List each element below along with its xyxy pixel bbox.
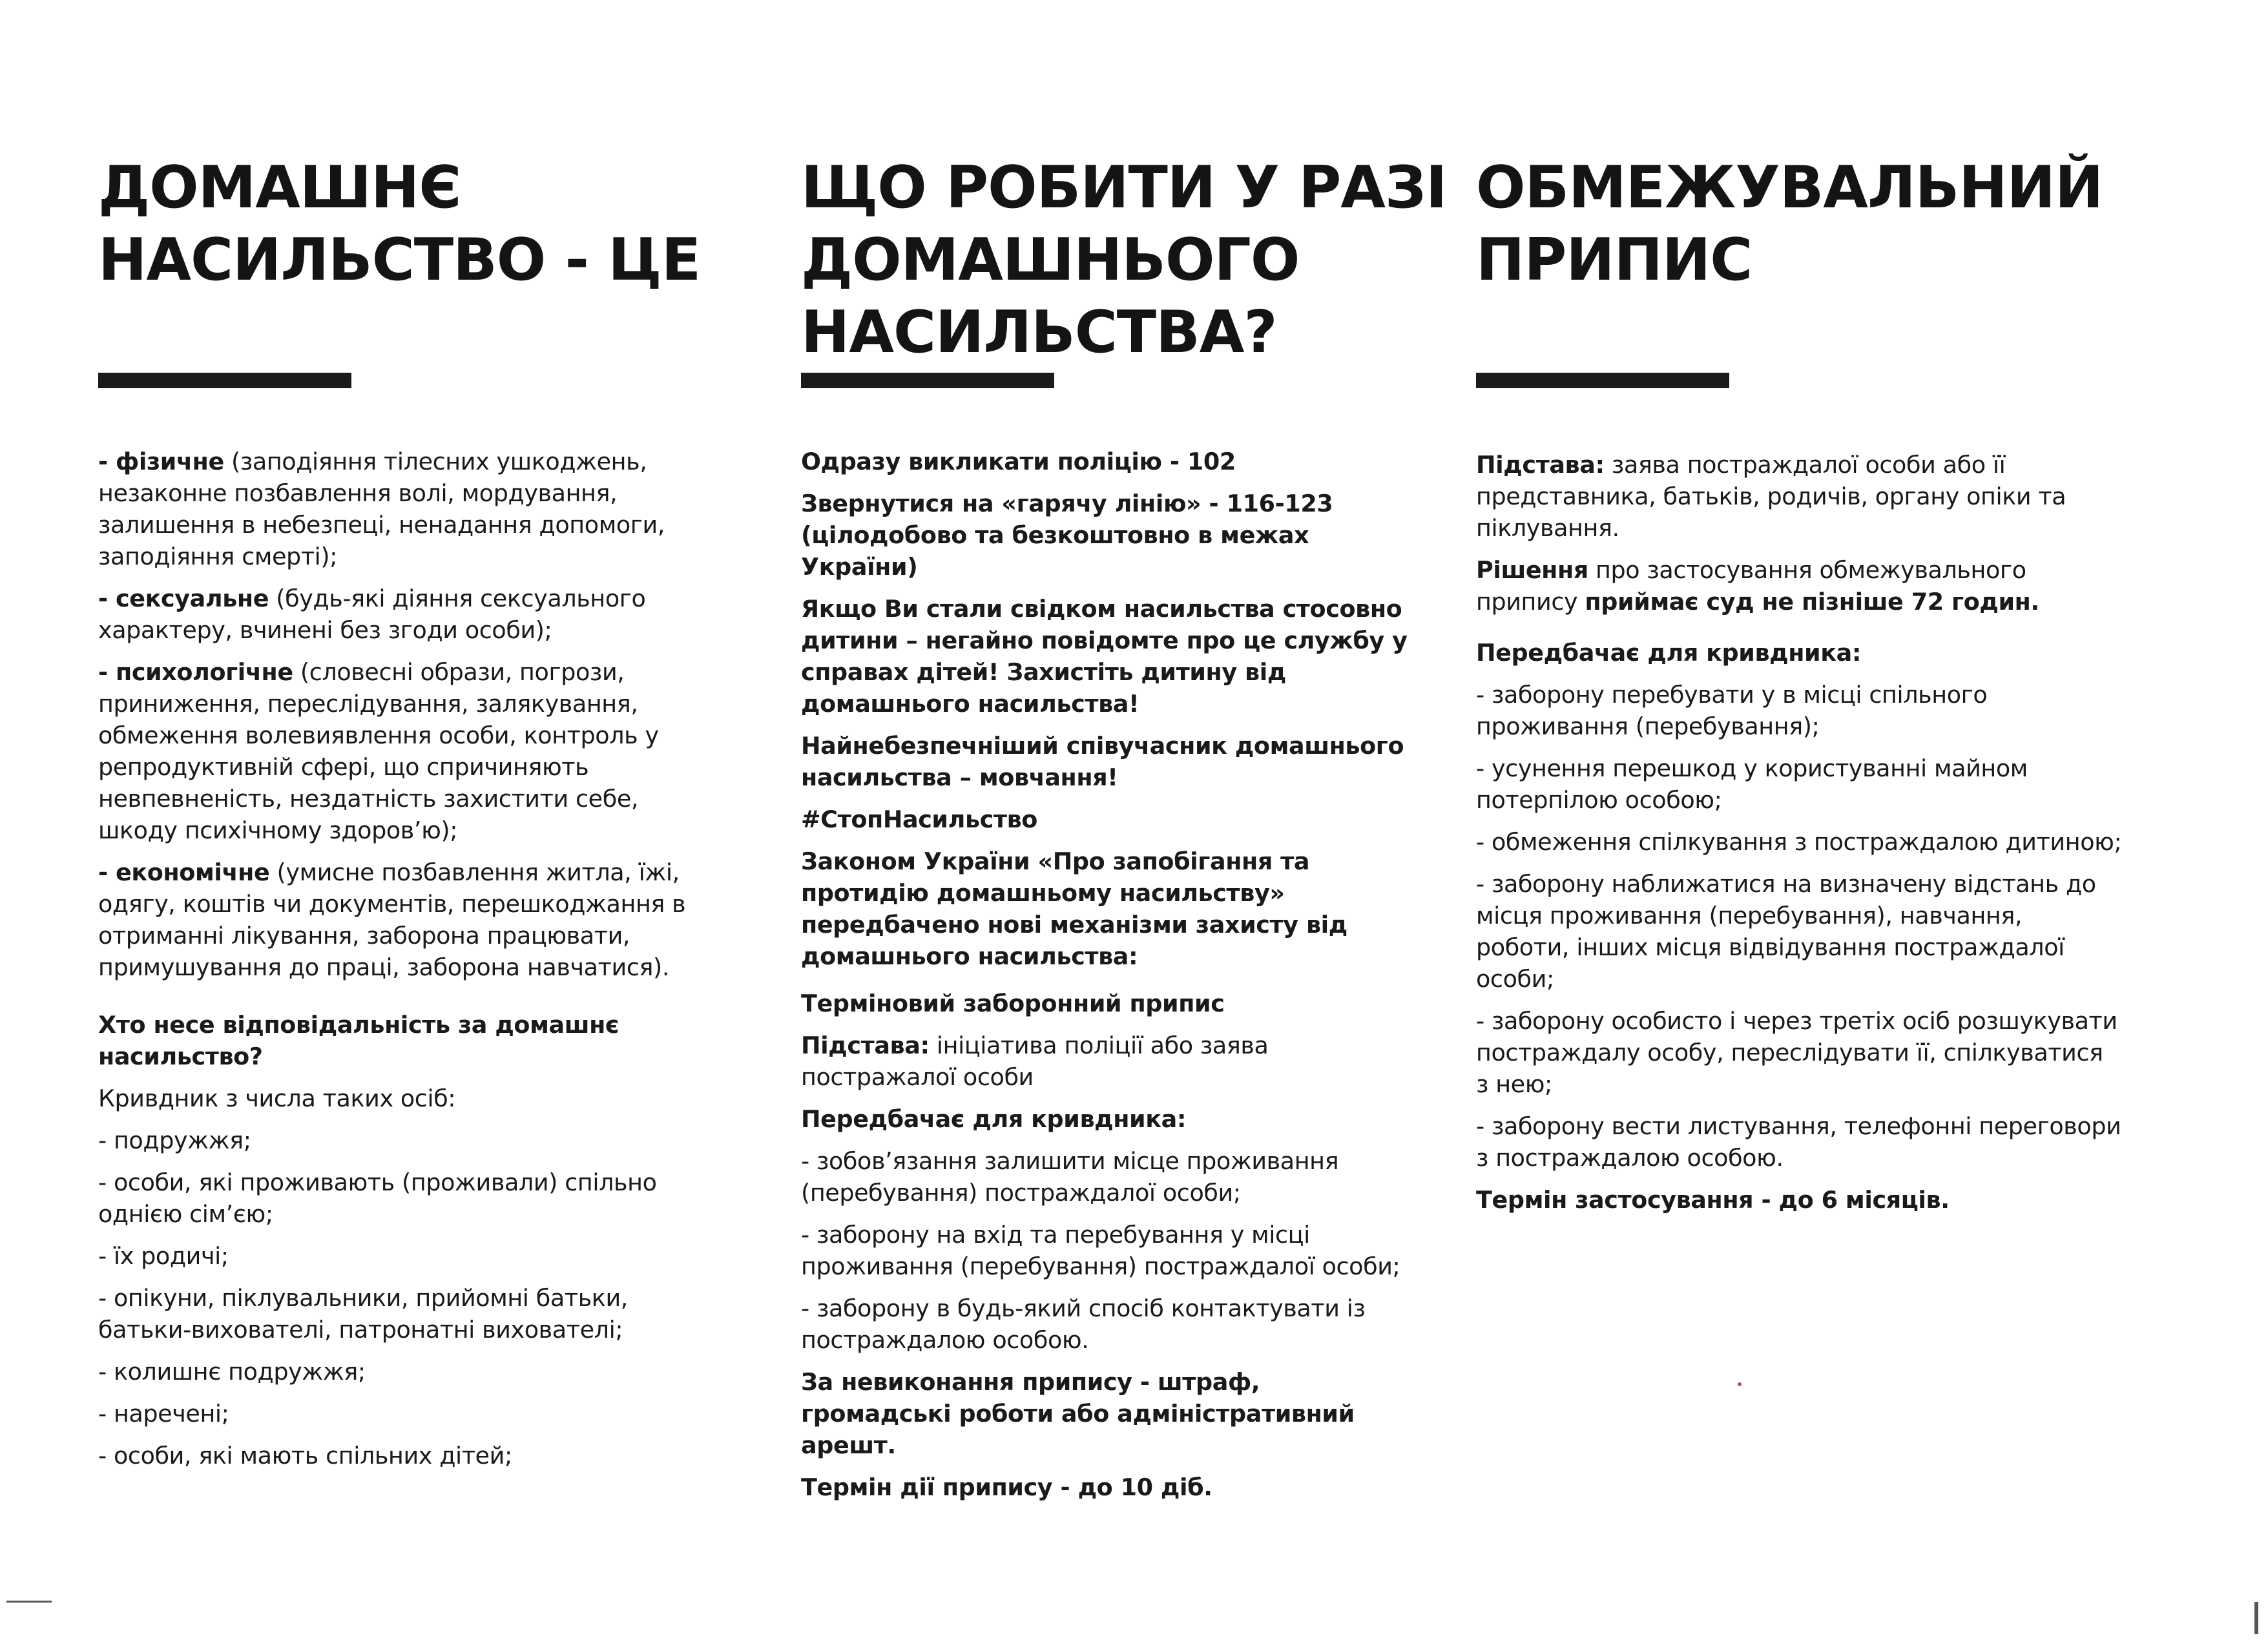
restraining-order-basis: Підстава: заява постраждалої особи або її представника, батьків, родичів, органу опіки та піклування. (1476, 451, 2066, 542)
restraining-order-provision: - заборону вести листування, телефонні переговори з постраждалою особою. (1476, 1112, 2121, 1172)
urgent-order-penalty: За невиконання припису - штраф, громадські роботи або адміністративний арешт. (801, 1368, 1355, 1459)
restraining-order-provision: - заборону наближатися на визначену відстань до місця проживання (перебування), навчання, роботи, інших місця відвідування постраждалої особи; (1476, 870, 2096, 993)
heading-line: ЩО РОБИТИ У РАЗІ (801, 154, 1447, 222)
urgent-order-title: Терміновий заборонний припис (801, 990, 1225, 1017)
restraining-order-provision: - усунення перешкод у користуванні майном потерпілою особою; (1476, 754, 2028, 814)
urgent-order-basis: Підстава: ініціатива поліції або заява постражалої особи (801, 1032, 1269, 1091)
heading-restraining-order (1476, 152, 2103, 296)
abuser-list-item: - подружжя; (98, 1127, 251, 1154)
violence-types-text (98, 446, 712, 1482)
urgent-order-provision: - заборону на вхід та перебування у місці проживання (перебування) постраждалої особи; (801, 1221, 1400, 1280)
restraining-order-provision: - заборону особисто і через третіх осіб розшукувати постраждалу особу, переслідувати її, спілкуватися з нею; (1476, 1007, 2117, 1098)
violence-type-physical: - фізичне (заподіяння тілесних ушкоджень, незаконне позбавлення волі, мордування, залишення в небезпеці, ненадання допомоги, заподіяння смерті); (98, 448, 665, 570)
action-hotline: Звернутися на «гарячу лінію» - 116-123 (цілодобово та безкоштовно в межах України) (801, 490, 1333, 581)
action-hashtag: #СтопНасильство (801, 805, 1037, 833)
urgent-order-provision: - зобов’язання залишити місце проживання (перебування) постраждалої особи; (801, 1147, 1339, 1207)
restraining-order-provision: - заборону перебувати у в місці спільного проживання (перебування); (1476, 681, 1988, 740)
violence-type-economic: - економічне (умисне позбавлення житла, їжі, одягу, коштів чи документів, перешкоджання в отриманні лікування, заборона працювати, примушування до праці, заборона навчатися). (98, 858, 686, 981)
heading-underline (1476, 373, 1729, 388)
abuser-intro: Кривдник з числа таких осіб: (98, 1085, 456, 1112)
heading-line: ПРИПИС (1476, 226, 1753, 294)
action-child-witness: Якщо Ви стали свідком насильства стосовно дитини – негайно повідомте про це службу у справах дітей! Захистіть дитину від домашнього насильства! (801, 595, 1408, 718)
action-law-reference: Законом України «Про запобігання та протидію домашньому насильству» передбачено нові механізми захисту від домашнього насильства: (801, 847, 1347, 970)
heading-what-to-do (801, 152, 1446, 369)
abuser-list-item: - особи, які проживають (проживали) спільно однією сім’єю; (98, 1168, 657, 1228)
abuser-list-item: - колишнє подружжя; (98, 1358, 366, 1386)
urgent-order-provision: - заборону в будь-який спосіб контактувати із постраждалою особою. (801, 1294, 1366, 1354)
heading-line: ДОМАШНЄ (98, 154, 461, 222)
abuser-list-item: - опікуни, піклувальники, прийомні батьки, батьки-вихователі, патронатні вихователі; (98, 1284, 628, 1344)
abuser-list-item: - наречені; (98, 1400, 229, 1428)
heading-line: НАСИЛЬСТВО - ЦЕ (98, 226, 701, 294)
heading-domestic-violence (98, 152, 700, 296)
abuser-list-item: - особи, які мають спільних дітей; (98, 1442, 512, 1469)
urgent-order-provides-label: Передбачає для кривдника: (801, 1105, 1187, 1133)
violence-type-sexual: - сексуальне (будь-які діяння сексуального характеру, вчинені без згоди особи); (98, 585, 646, 644)
heading-line: НАСИЛЬСТВА? (801, 298, 1277, 366)
restraining-order-text (1476, 449, 2122, 1226)
heading-underline (801, 373, 1054, 388)
actions-text (801, 446, 1408, 1513)
scan-speck (1738, 1382, 1742, 1386)
responsibility-question: Хто несе відповідальність за домашнє насильство? (98, 1011, 619, 1070)
urgent-order-term: Термін дії припису - до 10 діб. (801, 1473, 1212, 1501)
restraining-order-provision: - обмеження спілкування з постраждалою дитиною; (1476, 828, 2122, 856)
scan-edge-mark (6, 1601, 52, 1603)
heading-line: ОБМЕЖУВАЛЬНИЙ (1476, 154, 2103, 222)
restraining-order-term: Термін застосування - до 6 місяців. (1476, 1186, 1950, 1214)
action-call-police: Одразу викликати поліцію - 102 (801, 448, 1236, 475)
restraining-order-decision: Рішення про застосування обмежувального припису приймає суд не пізніше 72 годин. (1476, 556, 2039, 616)
abuser-list-item: - їх родичі; (98, 1242, 229, 1270)
heading-underline (98, 373, 351, 388)
heading-line: ДОМАШНЬОГО (801, 226, 1300, 294)
restraining-order-provides-label: Передбачає для кривдника: (1476, 639, 1862, 667)
action-silence-warning: Найнебезпечніший співучасник домашнього насильства – мовчання! (801, 732, 1404, 791)
violence-type-psychological: - психологічне (словесні образи, погрози, приниження, переслідування, залякування, обмеження волевиявлення особи, контроль у репродуктивній сфері, що спричиняють невпевненість, нездатність захистити себе, шкоду психічному здоров’ю); (98, 658, 659, 844)
scan-edge-mark (2254, 1602, 2258, 1634)
